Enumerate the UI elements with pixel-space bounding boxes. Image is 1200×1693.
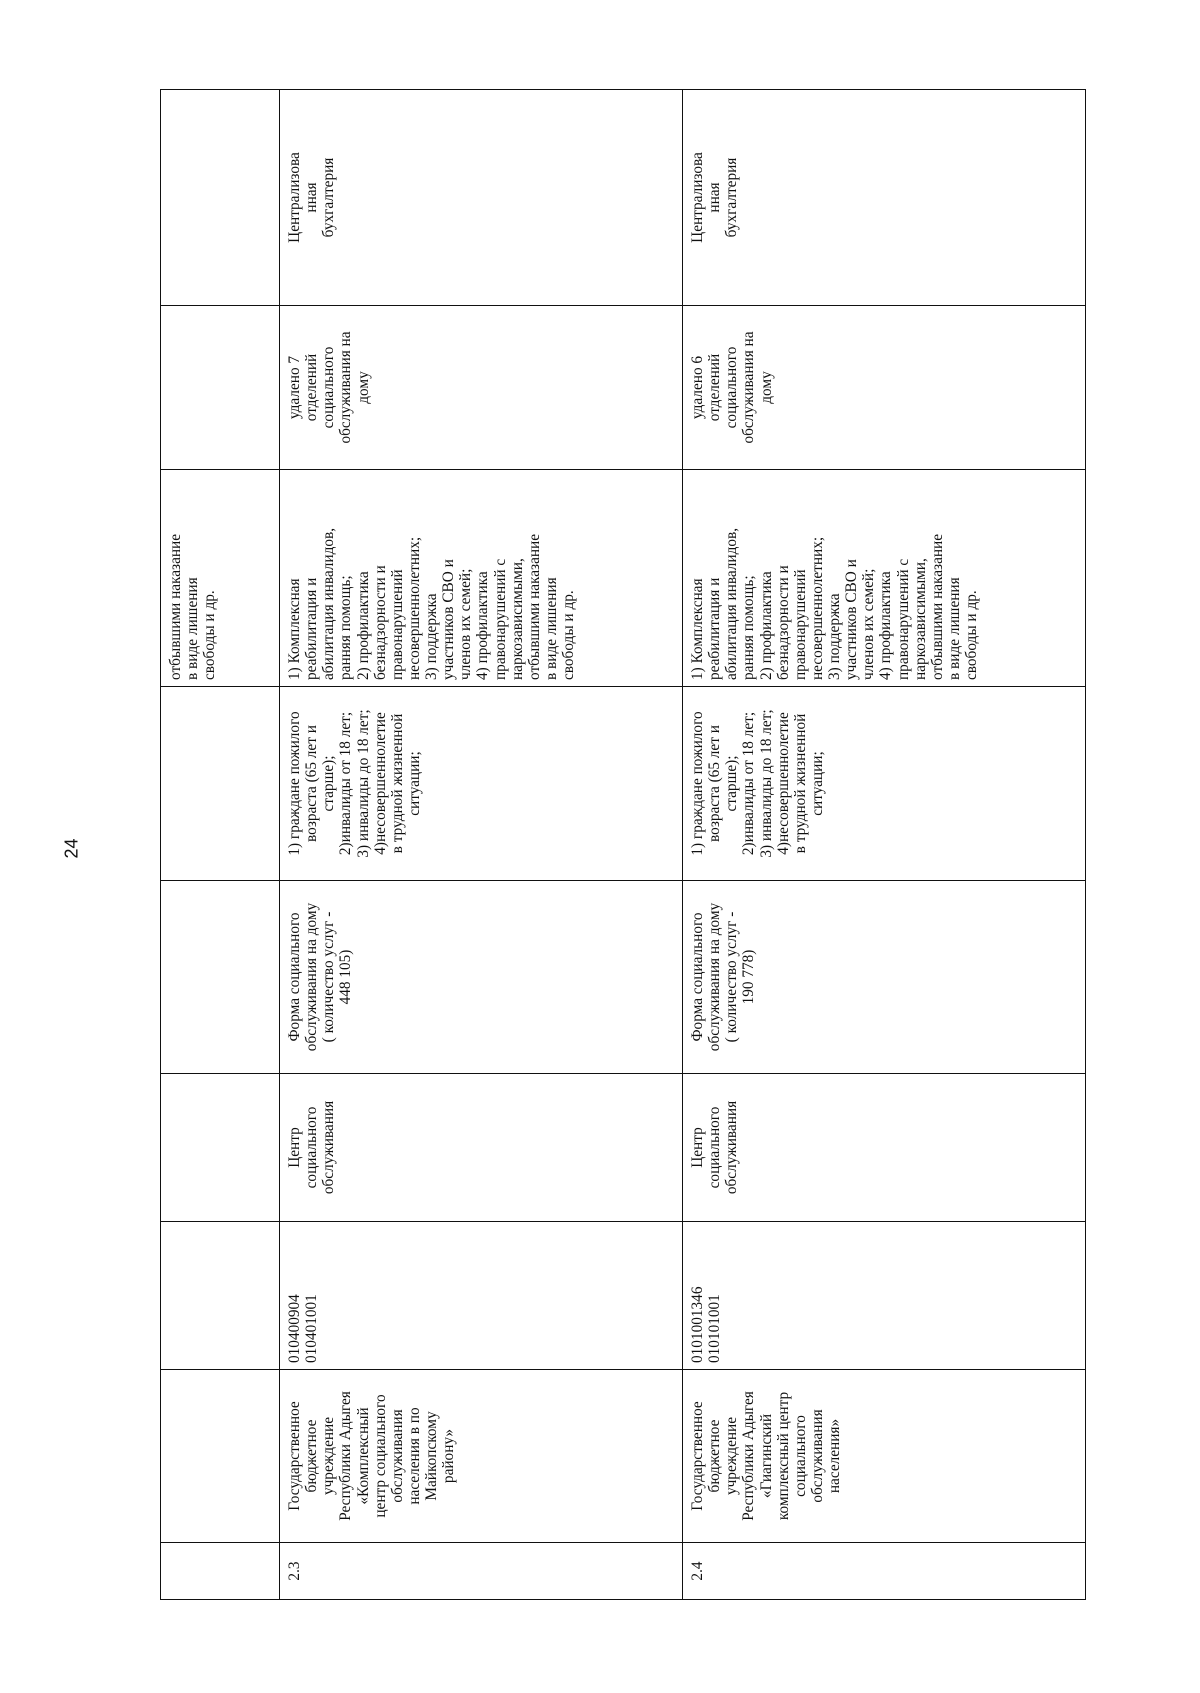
text-line: старше); — [320, 755, 338, 812]
text-line: в трудной жизненной — [791, 713, 809, 854]
text-line: 4) профилактика — [474, 571, 492, 680]
text-line: наркозависимыми, — [508, 558, 526, 680]
text-line: несовершеннолетних; — [405, 536, 423, 680]
text-line: 010401001 — [303, 1294, 321, 1363]
text-line: обслуживания — [808, 1409, 826, 1503]
institution-type-cell — [280, 1074, 683, 1222]
table-cell — [161, 881, 280, 1074]
text-line: Майкопскому — [423, 1411, 440, 1501]
text-line: свободы и др. — [963, 590, 980, 680]
text-line: свободы и др. — [560, 590, 577, 680]
rotated-table-frame — [160, 90, 1085, 1600]
text-line: Республики Адыгея — [337, 1391, 355, 1521]
text-line: «Гиагинский — [757, 1413, 775, 1499]
text-line: возраста (65 лет и — [303, 725, 321, 842]
measures-cell — [683, 470, 1086, 687]
text-line: 2) профилактика — [757, 571, 775, 680]
text-line: центр социального — [371, 1394, 389, 1518]
text-line: 190 778) — [740, 949, 758, 1005]
text-line: участников СВО и — [843, 559, 861, 680]
text-line: абилитация инвалидов, — [723, 527, 741, 680]
text-line: отбывшими наказание — [167, 533, 184, 680]
text-line: социального — [320, 346, 338, 429]
text-line: несовершеннолетних; — [808, 536, 826, 680]
text-line: 010101001 — [706, 1294, 724, 1363]
text-line: членов их семей; — [457, 568, 475, 680]
text-line: в виде лишения — [945, 577, 963, 680]
table-cell — [161, 1543, 280, 1600]
row-number: 2.4 — [689, 1561, 706, 1581]
service-form-cell — [683, 881, 1086, 1074]
text-line: обслуживания на дому — [706, 902, 724, 1052]
text-line: Центр — [286, 1127, 303, 1168]
text-line: 010400904 — [286, 1294, 303, 1363]
text-line: ранняя помощь; — [740, 575, 758, 680]
text-line: удалено 7 — [286, 355, 303, 420]
text-line: Государственное — [689, 1401, 706, 1511]
text-line: отделений — [706, 353, 724, 422]
inn-kpp-cell — [280, 1222, 683, 1370]
text-line: отделений — [303, 353, 321, 422]
row-number-cell — [280, 1543, 683, 1600]
text-line: реабилитация и — [706, 577, 724, 680]
text-line: 2)инвалиды от 18 лет; — [337, 711, 355, 856]
text-line: нная — [303, 182, 321, 213]
text-line: бухгалтерия — [320, 157, 338, 238]
text-line: 4)несовершеннолетие — [371, 712, 389, 855]
text-line: ситуации; — [405, 751, 423, 816]
text-line: Форма социального — [689, 912, 706, 1042]
text-line: наркозависимыми, — [911, 558, 929, 680]
text-line: ( количество услуг - — [723, 911, 741, 1043]
text-line: отбывшими наказание — [525, 533, 543, 680]
text-line: обслуживания — [388, 1409, 406, 1503]
text-line: социального — [706, 1106, 724, 1189]
text-line: 1) Комплексная — [286, 578, 303, 680]
text-line: реабилитация и — [303, 577, 321, 680]
text-line: обслуживания на дому — [303, 902, 321, 1052]
text-line: свободы и др. — [201, 590, 219, 680]
text-line: обслуживания — [723, 1100, 741, 1195]
institution-name-cell — [683, 1370, 1086, 1543]
text-line: 1) Комплексная — [689, 578, 706, 680]
text-line: правонарушений — [791, 569, 809, 680]
accounting-cell — [280, 90, 683, 306]
page-number: 24 — [61, 838, 82, 859]
text-line: социального — [723, 346, 741, 429]
text-line: правонарушений — [388, 569, 406, 680]
text-line: участников СВО и — [440, 559, 458, 680]
text-line: Государственное — [286, 1401, 303, 1511]
table-cell — [161, 90, 280, 306]
text-line: социального — [791, 1415, 809, 1497]
text-line: членов их семей; — [860, 568, 878, 680]
institutions-table — [160, 89, 1086, 1600]
text-line: учреждение — [320, 1416, 338, 1496]
table-row — [683, 90, 1086, 1600]
row-number: 2.3 — [286, 1561, 303, 1581]
text-line: 2) профилактика — [354, 571, 372, 680]
text-line: правонарушений с — [491, 558, 509, 680]
text-line: безнадзорности и — [774, 565, 792, 680]
text-line: Республики Адыгея — [740, 1391, 758, 1521]
text-line: обслуживания на — [740, 331, 758, 444]
text-line: Форма социального — [286, 912, 303, 1042]
text-line: в виде лишения — [542, 577, 560, 680]
text-line: бюджетное — [706, 1419, 724, 1493]
text-line: правонарушений с — [894, 558, 912, 680]
text-line: 3) поддержка — [423, 593, 440, 680]
text-line: населения в по — [405, 1407, 423, 1505]
text-line: возраста (65 лет и — [706, 725, 724, 842]
recipients-cell — [280, 687, 683, 881]
table-cell — [161, 1074, 280, 1222]
text-line: ранняя помощь; — [337, 575, 355, 680]
text-line: ( количество услуг - — [320, 911, 338, 1043]
table-cell — [161, 306, 280, 470]
text-line: абилитация инвалидов, — [320, 527, 338, 680]
inn-kpp-cell — [683, 1222, 1086, 1370]
text-line: бюджетное — [303, 1419, 321, 1493]
changes-cell — [280, 306, 683, 470]
text-line: безнадзорности и — [371, 565, 389, 680]
text-line: 3) инвалиды до 18 лет; — [757, 709, 775, 858]
text-line: нная — [706, 182, 724, 213]
text-line: 2)инвалиды от 18 лет; — [740, 711, 758, 856]
text-line: 3) поддержка — [826, 593, 843, 680]
text-line: Центр — [689, 1127, 706, 1168]
text-line: бухгалтерия — [723, 157, 741, 238]
accounting-cell — [683, 90, 1086, 306]
text-line: дому — [757, 371, 775, 404]
institution-type-cell — [683, 1074, 1086, 1222]
text-line: населения» — [826, 1418, 843, 1494]
text-line: в виде лишения — [184, 577, 202, 680]
text-line: 1) граждане пожилого — [286, 711, 303, 856]
text-line: удалено 6 — [689, 355, 706, 420]
text-line: старше); — [723, 755, 741, 812]
text-line: Централизова — [286, 152, 303, 243]
text-line: в трудной жизненной — [388, 713, 406, 854]
table-cell — [161, 687, 280, 881]
table-cell — [161, 1370, 280, 1543]
text-line: социального — [303, 1106, 321, 1189]
text-line: комплексный центр — [774, 1391, 792, 1521]
text-line: Централизова — [689, 152, 706, 243]
measures-cell — [280, 470, 683, 687]
recipients-cell — [683, 687, 1086, 881]
text-line: 448 105) — [337, 949, 355, 1005]
row-number-cell — [683, 1543, 1086, 1600]
table-row-continuation — [161, 90, 280, 1600]
text-line: 4)несовершеннолетие — [774, 712, 792, 855]
service-form-cell — [280, 881, 683, 1074]
table-cell — [161, 1222, 280, 1370]
text-line: 3) инвалиды до 18 лет; — [354, 709, 372, 858]
text-line: району» — [440, 1428, 458, 1484]
text-line: 1) граждане пожилого — [689, 711, 706, 856]
text-line: обслуживания — [320, 1100, 338, 1195]
text-line: 0101001346 — [689, 1286, 706, 1363]
text-line: учреждение — [723, 1416, 741, 1496]
text-line: отбывшими наказание — [928, 533, 946, 680]
measures-cell — [161, 470, 280, 687]
table-row — [280, 90, 683, 1600]
institution-name-cell — [280, 1370, 683, 1543]
text-line: 4) профилактика — [877, 571, 895, 680]
text-line: ситуации; — [808, 751, 826, 816]
text-line: обслуживания на — [337, 331, 355, 444]
changes-cell — [683, 306, 1086, 470]
text-line: «Комплексный — [354, 1407, 372, 1505]
text-line: дому — [354, 371, 372, 404]
